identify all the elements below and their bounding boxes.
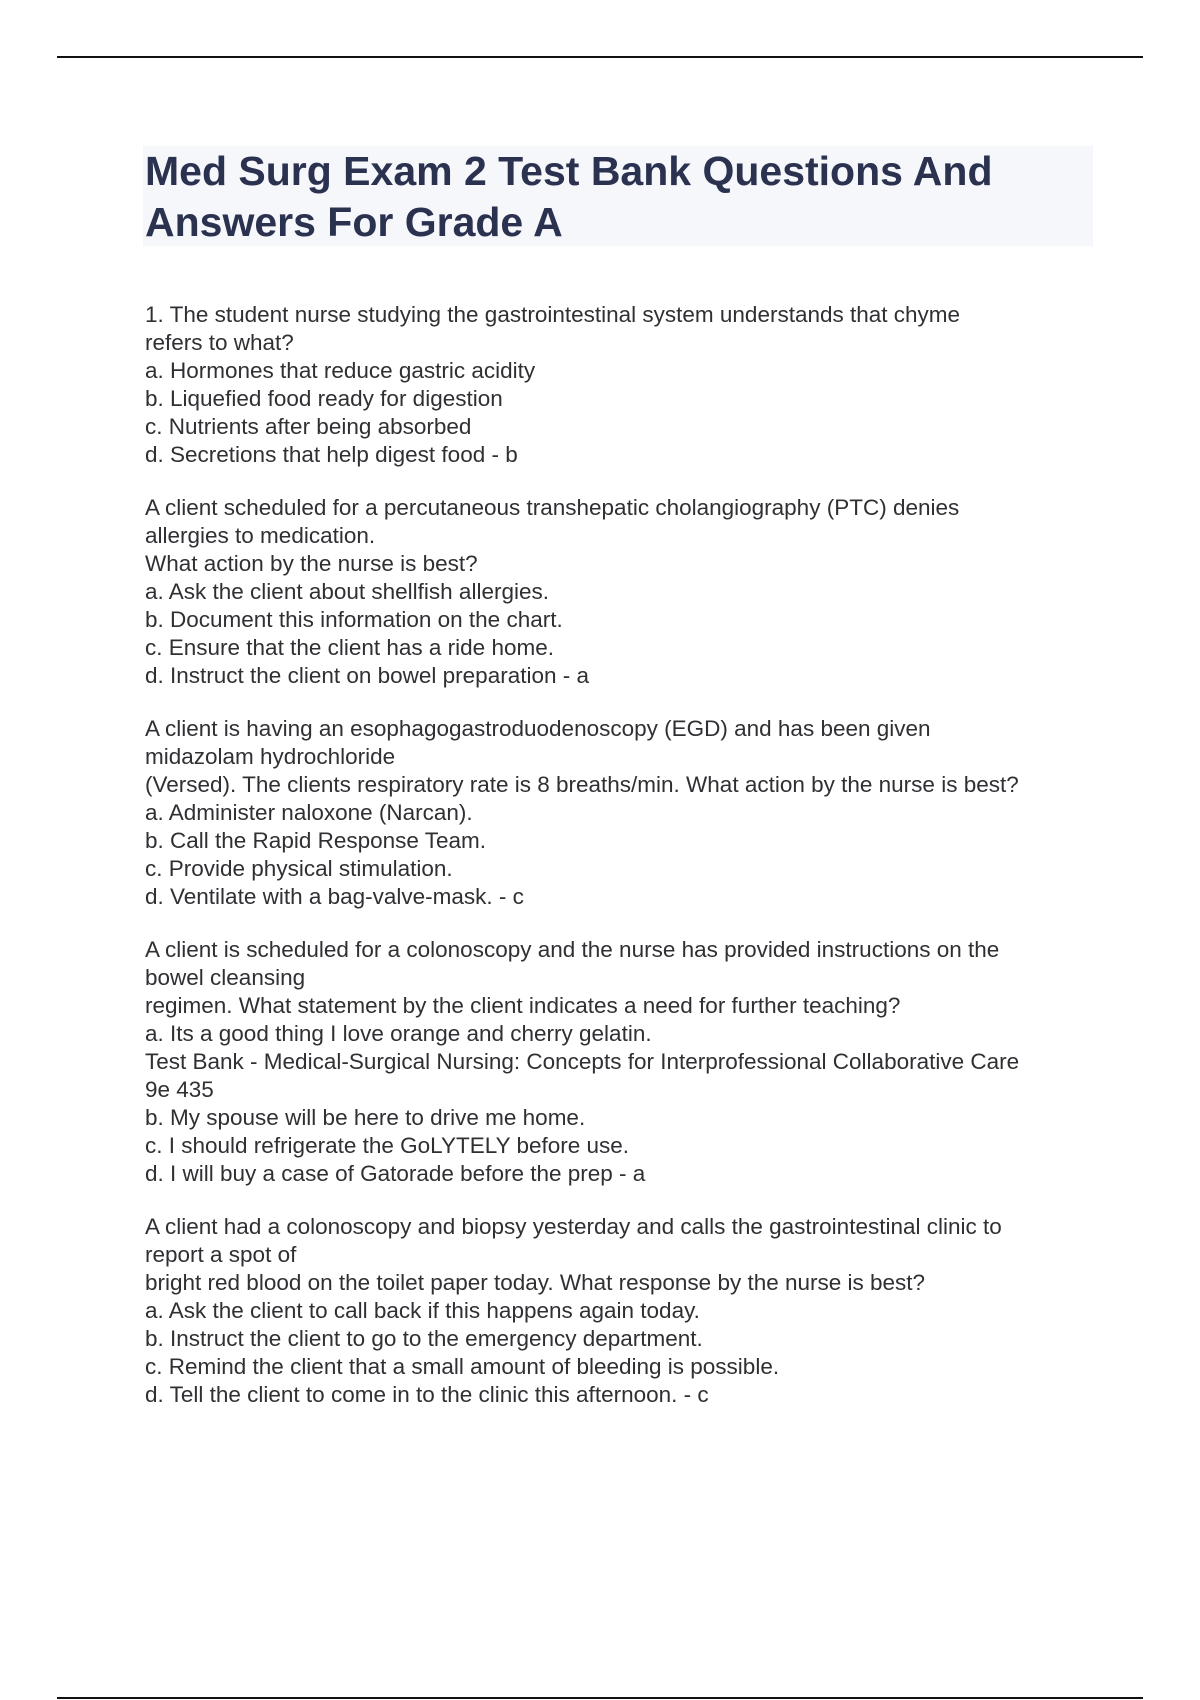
answer-option-d: d. Instruct the client on bowel preparation - a	[145, 663, 590, 688]
question-text: bowel cleansing	[145, 965, 306, 990]
answer-option-c: c. Nutrients after being absorbed	[145, 414, 472, 439]
answer-option-c: c. Remind the client that a small amount of bleeding is possible.	[145, 1354, 780, 1379]
answer-option-d: d. I will buy a case of Gatorade before the prep - a	[145, 1161, 646, 1186]
question-2	[145, 494, 1105, 690]
questions-list	[145, 301, 1105, 1434]
question-text: What action by the nurse is best?	[145, 551, 478, 576]
answer-option-b: b. Liquefied food ready for digestion	[145, 386, 503, 411]
answer-option-d: d. Tell the client to come in to the clinic this afternoon. - c	[145, 1382, 709, 1407]
answer-option-a: a. Administer naloxone (Narcan).	[145, 800, 473, 825]
answer-option-b: b. Instruct the client to go to the emergency department.	[145, 1326, 703, 1351]
question-text: midazolam hydrochloride	[145, 744, 396, 769]
answer-option-a: a. Ask the client to call back if this happens again today.	[145, 1298, 700, 1323]
question-text: report a spot of	[145, 1242, 297, 1267]
answer-option-a: a. Its a good thing I love orange and cherry gelatin.	[145, 1021, 652, 1046]
question-text: (Versed). The clients respiratory rate is 8 breaths/min. What action by the nurse is best?	[145, 772, 1019, 797]
question-text: 1. The student nurse studying the gastrointestinal system understands that chyme	[145, 302, 961, 327]
answer-option-d: d. Secretions that help digest food - b	[145, 442, 518, 467]
question-text: bright red blood on the toilet paper today. What response by the nurse is best?	[145, 1270, 926, 1295]
answer-option-a: a. Hormones that reduce gastric acidity	[145, 358, 536, 383]
question-text: A client is scheduled for a colonoscopy and the nurse has provided instructions on the	[145, 937, 1000, 962]
question-5	[145, 1213, 1105, 1409]
answer-option-b: b. Document this information on the chart.	[145, 607, 563, 632]
answer-option-c: c. Ensure that the client has a ride home.	[145, 635, 554, 660]
answer-option-b: b. My spouse will be here to drive me home.	[145, 1105, 586, 1130]
question-text: refers to what?	[145, 330, 294, 355]
answer-option-d: d. Ventilate with a bag-valve-mask. - c	[145, 884, 524, 909]
bottom-rule	[57, 1697, 1143, 1699]
answer-option-c: c. I should refrigerate the GoLYTELY before use.	[145, 1133, 630, 1158]
source-note: 9e 435	[145, 1077, 214, 1102]
document-title-line-2: Answers For Grade A	[145, 199, 563, 245]
question-text: A client is having an esophagogastroduodenoscopy (EGD) and has been given	[145, 716, 931, 741]
question-text: regimen. What statement by the client indicates a need for further teaching?	[145, 993, 901, 1018]
top-rule	[57, 56, 1143, 58]
question-3	[145, 715, 1105, 911]
answer-option-c: c. Provide physical stimulation.	[145, 856, 453, 881]
question-text: A client scheduled for a percutaneous transhepatic cholangiography (PTC) denies	[145, 495, 960, 520]
question-4	[145, 936, 1105, 1188]
title-block	[143, 146, 1093, 246]
document-title-line-1: Med Surg Exam 2 Test Bank Questions And	[145, 148, 993, 194]
source-note: Test Bank - Medical-Surgical Nursing: Concepts for Interprofessional Collaborative Care	[145, 1049, 1020, 1074]
question-1	[145, 301, 1105, 469]
answer-option-a: a. Ask the client about shellfish allergies.	[145, 579, 549, 604]
question-text: A client had a colonoscopy and biopsy yesterday and calls the gastrointestinal clinic to	[145, 1214, 1002, 1239]
question-text: allergies to medication.	[145, 523, 376, 548]
answer-option-b: b. Call the Rapid Response Team.	[145, 828, 487, 853]
